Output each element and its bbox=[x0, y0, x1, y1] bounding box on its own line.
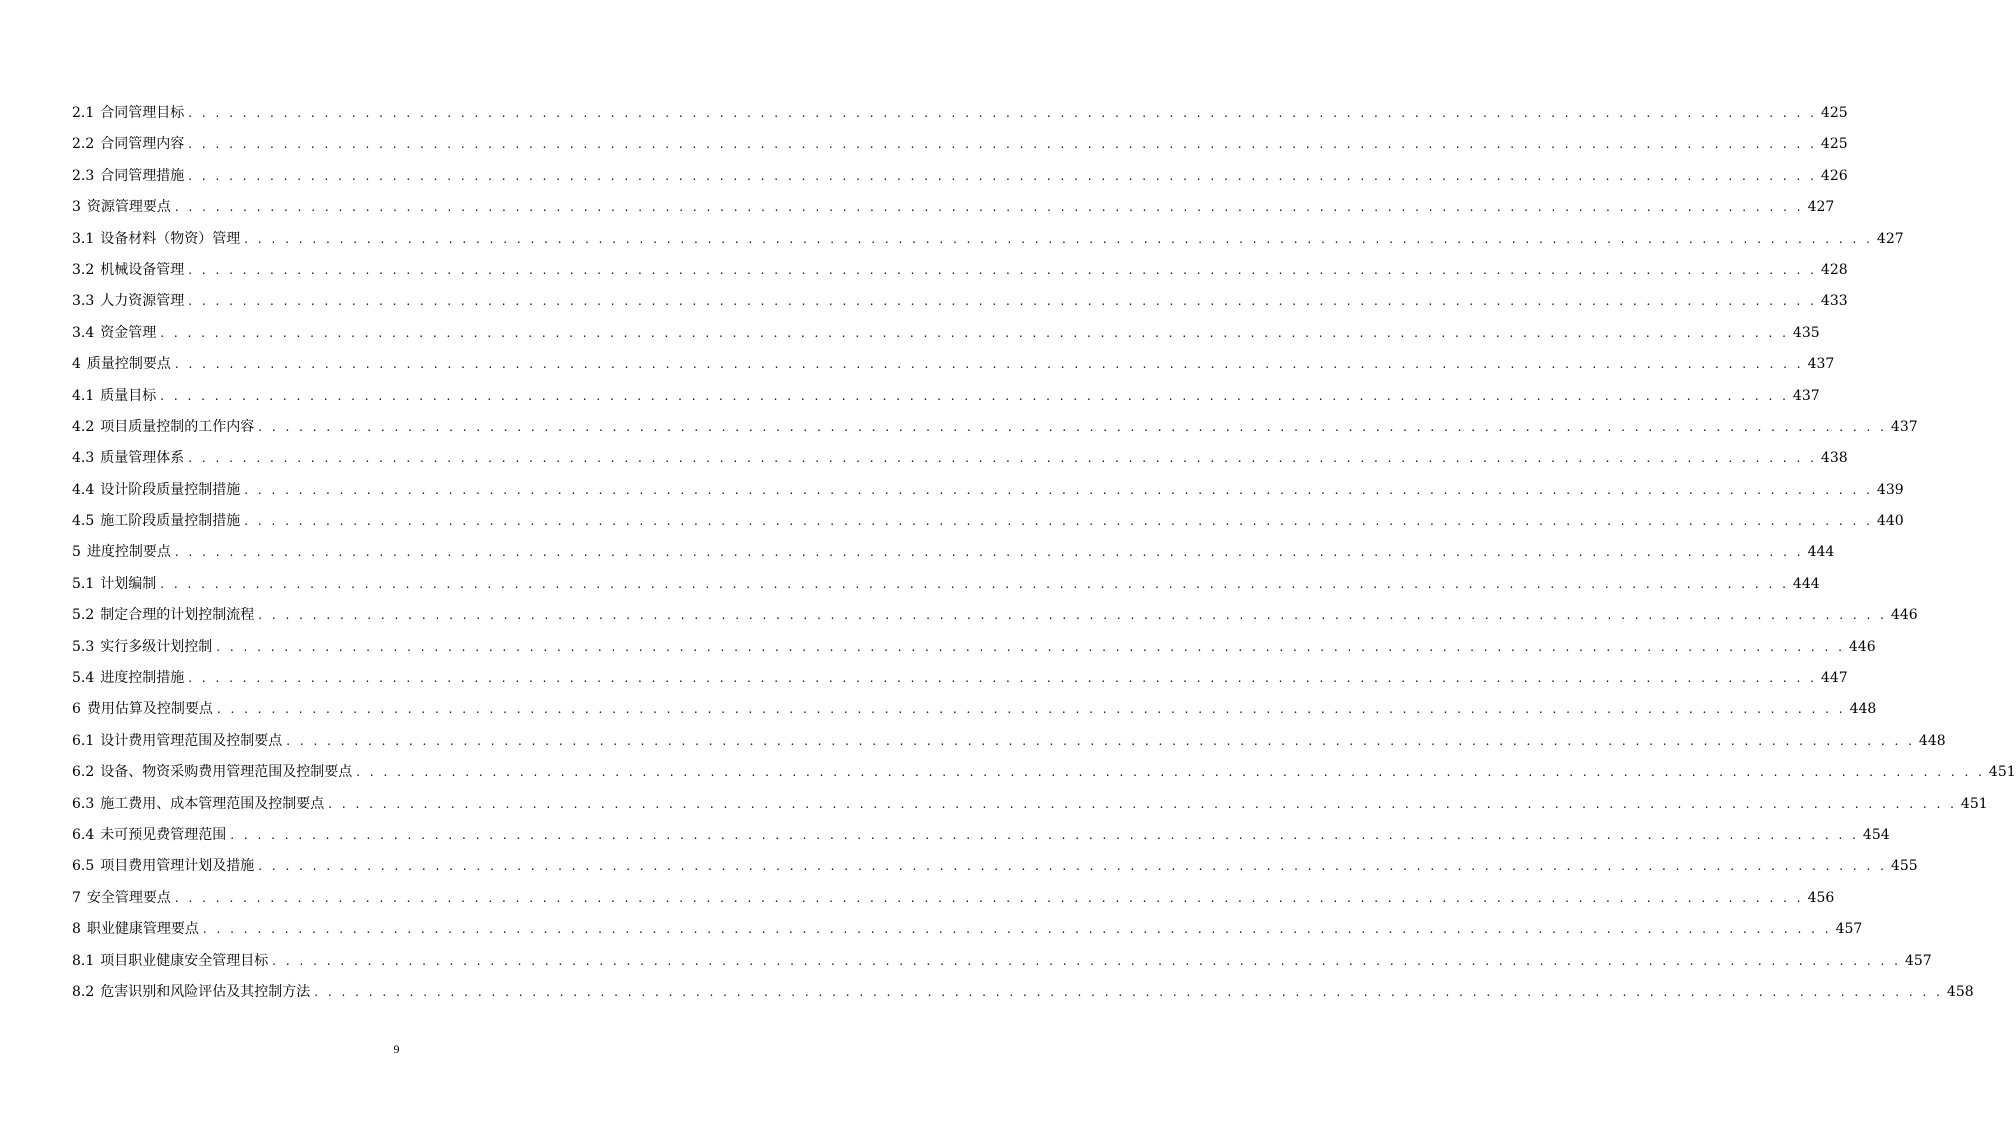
page-number: 9 bbox=[393, 1042, 400, 1056]
toc-entry-number: 4.2 bbox=[72, 418, 95, 435]
toc-entry-page: 438 bbox=[1820, 450, 1848, 467]
toc-entry[interactable] bbox=[72, 224, 1904, 255]
toc-entry[interactable] bbox=[72, 349, 1835, 380]
toc-entry-title: 质量控制要点 bbox=[86, 356, 171, 373]
toc-entry-title: 进度控制措施 bbox=[100, 670, 185, 687]
toc-entry-title: 费用估算及控制要点 bbox=[86, 701, 213, 718]
toc-entry-title: 资金管理 bbox=[100, 324, 157, 341]
toc-entry[interactable] bbox=[72, 381, 1820, 412]
toc-entry-number: 6.1 bbox=[72, 732, 95, 749]
toc-dot-leader: . . . . . . . . . . . . . . . . . . . . . . . . . . . . . . . . . . . . . . . . . . . . . . . . . . . . . . . . . . . . . . . . . . . . . . . . . . . . . . . . . . . . . . . . . . . . . . . . . . . . . . . . . . . . . . . . . . . . . . . . bbox=[216, 702, 1846, 717]
toc-entry-title: 计划编制 bbox=[100, 575, 157, 592]
toc-entry-number: 6.5 bbox=[72, 858, 95, 875]
toc-entry[interactable] bbox=[72, 537, 1835, 568]
toc-entry-title: 制定合理的计划控制流程 bbox=[100, 607, 255, 624]
toc-entry-page: 447 bbox=[1820, 670, 1848, 687]
toc-entry[interactable] bbox=[72, 757, 2016, 788]
toc-entry-title: 安全管理要点 bbox=[86, 889, 171, 906]
toc-entry-title: 未可预见费管理范围 bbox=[100, 826, 227, 843]
toc-entry-number: 8.1 bbox=[72, 952, 95, 969]
toc-dot-leader: . . . . . . . . . . . . . . . . . . . . . . . . . . . . . . . . . . . . . . . . . . . . . . . . . . . . . . . . . . . . . . . . . . . . . . . . . . . . . . . . . . . . . . . . . . . . . . . . . . . . . . . . . . . . . . . . . . . . . . . . bbox=[356, 765, 1985, 780]
toc-dot-leader: . . . . . . . . . . . . . . . . . . . . . . . . . . . . . . . . . . . . . . . . . . . . . . . . . . . . . . . . . . . . . . . . . . . . . . . . . . . . . . . . . . . . . . . . . . . . . . . . . . . . . . . . . . . . . . . . . . . . . . . . bbox=[188, 671, 1817, 686]
toc-dot-leader: . . . . . . . . . . . . . . . . . . . . . . . . . . . . . . . . . . . . . . . . . . . . . . . . . . . . . . . . . . . . . . . . . . . . . . . . . . . . . . . . . . . . . . . . . . . . . . . . . . . . . . . . . . . . . . . . . . . . . . . . bbox=[174, 357, 1804, 372]
toc-entry-number: 4 bbox=[72, 356, 81, 373]
toc-entry-title: 施工费用、成本管理范围及控制要点 bbox=[100, 795, 325, 812]
toc-entry-title: 项目质量控制的工作内容 bbox=[100, 418, 255, 435]
toc-entry-page: 457 bbox=[1835, 921, 1863, 938]
toc-dot-leader: . . . . . . . . . . . . . . . . . . . . . . . . . . . . . . . . . . . . . . . . . . . . . . . . . . . . . . . . . . . . . . . . . . . . . . . . . . . . . . . . . . . . . . . . . . . . . . . . . . . . . . . . . . . . . . . . . . . . . . . . bbox=[314, 984, 1943, 999]
toc-entry-page: 444 bbox=[1792, 575, 1820, 592]
toc-dot-leader: . . . . . . . . . . . . . . . . . . . . . . . . . . . . . . . . . . . . . . . . . . . . . . . . . . . . . . . . . . . . . . . . . . . . . . . . . . . . . . . . . . . . . . . . . . . . . . . . . . . . . . . . . . . . . . . . . . . . . . . . bbox=[230, 827, 1859, 842]
toc-entry-number: 6.3 bbox=[72, 795, 95, 812]
toc-dot-leader: . . . . . . . . . . . . . . . . . . . . . . . . . . . . . . . . . . . . . . . . . . . . . . . . . . . . . . . . . . . . . . . . . . . . . . . . . . . . . . . . . . . . . . . . . . . . . . . . . . . . . . . . . . . . . . . . . . . . . . . . bbox=[188, 262, 1817, 277]
toc-entry[interactable] bbox=[72, 663, 1848, 694]
toc-entry[interactable] bbox=[72, 161, 1848, 192]
toc-entry-page: 456 bbox=[1807, 889, 1835, 906]
toc-entry-page: 455 bbox=[1890, 858, 1918, 875]
toc-entry-number: 3.3 bbox=[72, 293, 95, 310]
toc-entry-number: 3.2 bbox=[72, 261, 95, 278]
toc-dot-leader: . . . . . . . . . . . . . . . . . . . . . . . . . . . . . . . . . . . . . . . . . . . . . . . . . . . . . . . . . . . . . . . . . . . . . . . . . . . . . . . . . . . . . . . . . . . . . . . . . . . . . . . . . . . . . . . . . . . . . . . . bbox=[188, 168, 1817, 183]
toc-entry[interactable] bbox=[72, 475, 1904, 506]
toc-entry-number: 5.4 bbox=[72, 670, 95, 687]
toc-entry-number: 5.2 bbox=[72, 607, 95, 624]
toc-entry-title: 施工阶段质量控制措施 bbox=[100, 513, 241, 530]
toc-entry-page: 439 bbox=[1876, 481, 1904, 498]
toc-entry-number: 3 bbox=[72, 199, 81, 216]
toc-entry-page: 451 bbox=[1960, 795, 1988, 812]
toc-entry-number: 6 bbox=[72, 701, 81, 718]
toc-entry-number: 4.4 bbox=[72, 481, 95, 498]
toc-entry[interactable] bbox=[72, 569, 1820, 600]
toc-dot-leader: . . . . . . . . . . . . . . . . . . . . . . . . . . . . . . . . . . . . . . . . . . . . . . . . . . . . . . . . . . . . . . . . . . . . . . . . . . . . . . . . . . . . . . . . . . . . . . . . . . . . . . . . . . . . . . . . . . . . . . . . bbox=[160, 325, 1789, 340]
toc-entry[interactable] bbox=[72, 977, 1974, 1008]
toc-entry-number: 3.1 bbox=[72, 230, 95, 247]
toc-dot-leader: . . . . . . . . . . . . . . . . . . . . . . . . . . . . . . . . . . . . . . . . . . . . . . . . . . . . . . . . . . . . . . . . . . . . . . . . . . . . . . . . . . . . . . . . . . . . . . . . . . . . . . . . . . . . . . . . . . . . . . . . bbox=[244, 514, 1873, 529]
toc-dot-leader: . . . . . . . . . . . . . . . . . . . . . . . . . . . . . . . . . . . . . . . . . . . . . . . . . . . . . . . . . . . . . . . . . . . . . . . . . . . . . . . . . . . . . . . . . . . . . . . . . . . . . . . . . . . . . . . . . . . . . . . . bbox=[202, 922, 1832, 937]
toc-entry[interactable] bbox=[72, 851, 1918, 882]
toc-entry-page: 458 bbox=[1946, 983, 1974, 1000]
toc-entry-title: 实行多级计划控制 bbox=[100, 638, 213, 655]
toc-entry-page: 427 bbox=[1807, 199, 1835, 216]
toc-entry-page: 440 bbox=[1876, 513, 1904, 530]
toc-entry-title: 合同管理内容 bbox=[100, 136, 185, 153]
toc-dot-leader: . . . . . . . . . . . . . . . . . . . . . . . . . . . . . . . . . . . . . . . . . . . . . . . . . . . . . . . . . . . . . . . . . . . . . . . . . . . . . . . . . . . . . . . . . . . . . . . . . . . . . . . . . . . . . . . . . . . . . . . . bbox=[160, 576, 1789, 591]
toc-entry-title: 项目费用管理计划及措施 bbox=[100, 858, 255, 875]
toc-entry-title: 质量管理体系 bbox=[100, 450, 185, 467]
toc-entry[interactable] bbox=[72, 883, 1835, 914]
toc-entry[interactable] bbox=[72, 726, 1946, 757]
toc-entry-page: 451 bbox=[1988, 764, 2016, 781]
toc-entry-title: 质量目标 bbox=[100, 387, 157, 404]
toc-entry-page: 437 bbox=[1792, 387, 1820, 404]
toc-entry[interactable] bbox=[72, 946, 1932, 977]
toc-entry-page: 454 bbox=[1862, 826, 1890, 843]
toc-entry-title: 进度控制要点 bbox=[86, 544, 171, 561]
toc-entry[interactable] bbox=[72, 286, 1848, 317]
toc-entry-number: 6.4 bbox=[72, 826, 95, 843]
toc-entry[interactable] bbox=[72, 412, 1918, 443]
toc-entry-title: 人力资源管理 bbox=[100, 293, 185, 310]
toc-dot-leader: . . . . . . . . . . . . . . . . . . . . . . . . . . . . . . . . . . . . . . . . . . . . . . . . . . . . . . . . . . . . . . . . . . . . . . . . . . . . . . . . . . . . . . . . . . . . . . . . . . . . . . . . . . . . . . . . . . . . . . . . bbox=[188, 106, 1817, 120]
toc-entry[interactable] bbox=[72, 98, 1848, 129]
toc-entry-number: 3.4 bbox=[72, 324, 95, 341]
toc-entry-number: 4.1 bbox=[72, 387, 95, 404]
toc-entry-title: 资源管理要点 bbox=[86, 199, 171, 216]
toc-entry-number: 2.1 bbox=[72, 105, 95, 121]
toc-entry-page: 426 bbox=[1820, 167, 1848, 184]
toc-dot-leader: . . . . . . . . . . . . . . . . . . . . . . . . . . . . . . . . . . . . . . . . . . . . . . . . . . . . . . . . . . . . . . . . . . . . . . . . . . . . . . . . . . . . . . . . . . . . . . . . . . . . . . . . . . . . . . . . . . . . . . . . bbox=[174, 200, 1804, 215]
toc-entry-page: 446 bbox=[1848, 638, 1876, 655]
toc-entry-title: 设备、物资采购费用管理范围及控制要点 bbox=[100, 764, 353, 781]
toc-entry-number: 8.2 bbox=[72, 983, 95, 1000]
toc-entry-page: 425 bbox=[1820, 105, 1848, 121]
toc-dot-leader: . . . . . . . . . . . . . . . . . . . . . . . . . . . . . . . . . . . . . . . . . . . . . . . . . . . . . . . . . . . . . . . . . . . . . . . . . . . . . . . . . . . . . . . . . . . . . . . . . . . . . . . . . . . . . . . . . . . . . . . . bbox=[286, 733, 1915, 748]
toc-entry-number: 2.2 bbox=[72, 136, 95, 153]
toc-entry[interactable] bbox=[72, 694, 1877, 725]
toc-entry[interactable] bbox=[72, 914, 1863, 945]
toc-entry-page: 437 bbox=[1807, 356, 1835, 373]
toc-entry[interactable] bbox=[72, 632, 1876, 663]
toc-entry[interactable] bbox=[72, 789, 1988, 820]
toc-entry-number: 8 bbox=[72, 921, 81, 938]
toc-entry-title: 设计费用管理范围及控制要点 bbox=[100, 732, 283, 749]
toc-dot-leader: . . . . . . . . . . . . . . . . . . . . . . . . . . . . . . . . . . . . . . . . . . . . . . . . . . . . . . . . . . . . . . . . . . . . . . . . . . . . . . . . . . . . . . . . . . . . . . . . . . . . . . . . . . . . . . . . . . . . . . . . bbox=[188, 451, 1817, 466]
toc-entry-page: 448 bbox=[1849, 701, 1877, 718]
toc-dot-leader: . . . . . . . . . . . . . . . . . . . . . . . . . . . . . . . . . . . . . . . . . . . . . . . . . . . . . . . . . . . . . . . . . . . . . . . . . . . . . . . . . . . . . . . . . . . . . . . . . . . . . . . . . . . . . . . . . . . . . . . . bbox=[174, 890, 1804, 905]
toc-entry-page: 433 bbox=[1820, 293, 1848, 310]
toc-dot-leader: . . . . . . . . . . . . . . . . . . . . . . . . . . . . . . . . . . . . . . . . . . . . . . . . . . . . . . . . . . . . . . . . . . . . . . . . . . . . . . . . . . . . . . . . . . . . . . . . . . . . . . . . . . . . . . . . . . . . . . . . bbox=[272, 953, 1901, 968]
toc-entry-page: 427 bbox=[1876, 230, 1904, 247]
toc-entry[interactable] bbox=[72, 192, 1835, 223]
toc-entry-title: 设计阶段质量控制措施 bbox=[100, 481, 241, 498]
toc-dot-leader: . . . . . . . . . . . . . . . . . . . . . . . . . . . . . . . . . . . . . . . . . . . . . . . . . . . . . . . . . . . . . . . . . . . . . . . . . . . . . . . . . . . . . . . . . . . . . . . . . . . . . . . . . . . . . . . . . . . . . . . . bbox=[188, 137, 1817, 152]
toc-entry-number: 5.1 bbox=[72, 575, 95, 592]
toc-entry-page: 435 bbox=[1792, 324, 1820, 341]
toc-dot-leader: . . . . . . . . . . . . . . . . . . . . . . . . . . . . . . . . . . . . . . . . . . . . . . . . . . . . . . . . . . . . . . . . . . . . . . . . . . . . . . . . . . . . . . . . . . . . . . . . . . . . . . . . . . . . . . . . . . . . . . . . bbox=[188, 294, 1817, 309]
toc-dot-leader: . . . . . . . . . . . . . . . . . . . . . . . . . . . . . . . . . . . . . . . . . . . . . . . . . . . . . . . . . . . . . . . . . . . . . . . . . . . . . . . . . . . . . . . . . . . . . . . . . . . . . . . . . . . . . . . . . . . . . . . . bbox=[216, 639, 1845, 654]
toc-entry[interactable] bbox=[72, 443, 1848, 474]
toc-entry[interactable] bbox=[72, 255, 1848, 286]
toc-entry-page: 457 bbox=[1904, 952, 1932, 969]
toc-entry-number: 5 bbox=[72, 544, 81, 561]
toc-dot-leader: . . . . . . . . . . . . . . . . . . . . . . . . . . . . . . . . . . . . . . . . . . . . . . . . . . . . . . . . . . . . . . . . . . . . . . . . . . . . . . . . . . . . . . . . . . . . . . . . . . . . . . . . . . . . . . . . . . . . . . . . bbox=[258, 859, 1887, 874]
toc-entry-title: 项目职业健康安全管理目标 bbox=[100, 952, 269, 969]
toc-dot-leader: . . . . . . . . . . . . . . . . . . . . . . . . . . . . . . . . . . . . . . . . . . . . . . . . . . . . . . . . . . . . . . . . . . . . . . . . . . . . . . . . . . . . . . . . . . . . . . . . . . . . . . . . . . . . . . . . . . . . . . . . bbox=[174, 545, 1804, 560]
toc-entry-number: 4.5 bbox=[72, 513, 95, 530]
toc-dot-leader: . . . . . . . . . . . . . . . . . . . . . . . . . . . . . . . . . . . . . . . . . . . . . . . . . . . . . . . . . . . . . . . . . . . . . . . . . . . . . . . . . . . . . . . . . . . . . . . . . . . . . . . . . . . . . . . . . . . . . . . . bbox=[328, 796, 1957, 811]
toc-entry[interactable] bbox=[72, 600, 1918, 631]
toc-entry-title: 合同管理目标 bbox=[100, 105, 185, 121]
toc-entry[interactable] bbox=[72, 820, 1890, 851]
toc-dot-leader: . . . . . . . . . . . . . . . . . . . . . . . . . . . . . . . . . . . . . . . . . . . . . . . . . . . . . . . . . . . . . . . . . . . . . . . . . . . . . . . . . . . . . . . . . . . . . . . . . . . . . . . . . . . . . . . . . . . . . . . . bbox=[258, 608, 1887, 623]
toc-entry-title: 合同管理措施 bbox=[100, 167, 185, 184]
toc-dot-leader: . . . . . . . . . . . . . . . . . . . . . . . . . . . . . . . . . . . . . . . . . . . . . . . . . . . . . . . . . . . . . . . . . . . . . . . . . . . . . . . . . . . . . . . . . . . . . . . . . . . . . . . . . . . . . . . . . . . . . . . . bbox=[258, 419, 1887, 434]
toc-entry[interactable] bbox=[72, 129, 1848, 160]
toc-entry-title: 设备材料（物资）管理 bbox=[100, 230, 241, 247]
toc-entry-page: 448 bbox=[1918, 732, 1946, 749]
toc-entry[interactable] bbox=[72, 318, 1820, 349]
toc-dot-leader: . . . . . . . . . . . . . . . . . . . . . . . . . . . . . . . . . . . . . . . . . . . . . . . . . . . . . . . . . . . . . . . . . . . . . . . . . . . . . . . . . . . . . . . . . . . . . . . . . . . . . . . . . . . . . . . . . . . . . . . . bbox=[244, 231, 1873, 246]
toc-entry-page: 428 bbox=[1820, 261, 1848, 278]
toc-entry-number: 2.3 bbox=[72, 167, 95, 184]
toc-entry-number: 4.3 bbox=[72, 450, 95, 467]
toc-entry-title: 危害识别和风险评估及其控制方法 bbox=[100, 983, 311, 1000]
toc-dot-leader: . . . . . . . . . . . . . . . . . . . . . . . . . . . . . . . . . . . . . . . . . . . . . . . . . . . . . . . . . . . . . . . . . . . . . . . . . . . . . . . . . . . . . . . . . . . . . . . . . . . . . . . . . . . . . . . . . . . . . . . . bbox=[160, 388, 1789, 403]
toc-entry-title: 职业健康管理要点 bbox=[86, 921, 199, 938]
toc-entry-page: 446 bbox=[1890, 607, 1918, 624]
toc-entry-page: 444 bbox=[1807, 544, 1835, 561]
toc-entry-title: 机械设备管理 bbox=[100, 261, 185, 278]
table-of-contents bbox=[72, 98, 2016, 1008]
toc-entry-number: 7 bbox=[72, 889, 81, 906]
toc-entry-page: 425 bbox=[1820, 136, 1848, 153]
toc-entry-page: 437 bbox=[1890, 418, 1918, 435]
toc-entry-number: 6.2 bbox=[72, 764, 95, 781]
toc-entry[interactable] bbox=[72, 506, 1904, 537]
toc-dot-leader: . . . . . . . . . . . . . . . . . . . . . . . . . . . . . . . . . . . . . . . . . . . . . . . . . . . . . . . . . . . . . . . . . . . . . . . . . . . . . . . . . . . . . . . . . . . . . . . . . . . . . . . . . . . . . . . . . . . . . . . . bbox=[244, 482, 1873, 497]
toc-entry-number: 5.3 bbox=[72, 638, 95, 655]
